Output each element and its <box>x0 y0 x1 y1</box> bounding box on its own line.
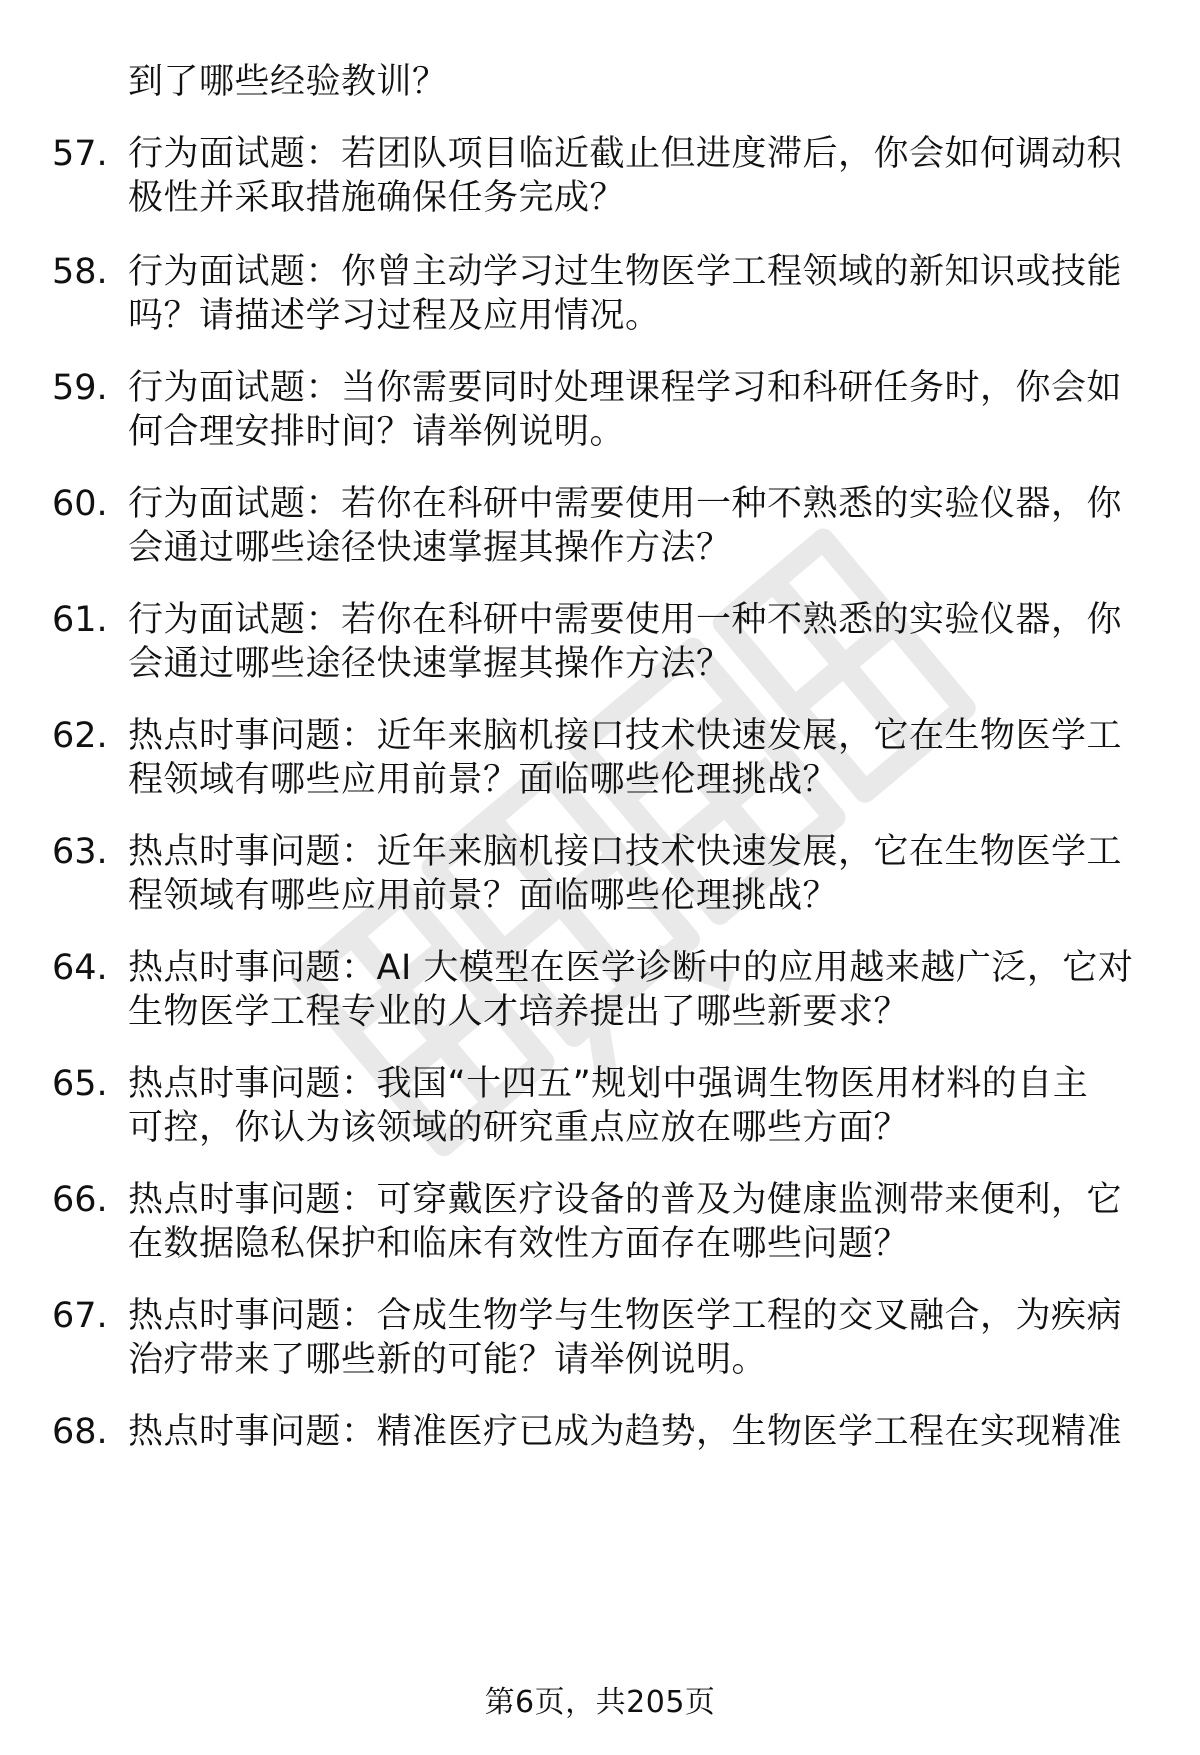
question-number: 60. <box>52 484 108 524</box>
question-text-line: 热点时事问题：合成生物学与生物医学工程的交叉融合，为疾病 <box>128 1296 1123 1336</box>
question-text-line: 热点时事问题：近年来脑机接口技术快速发展，它在生物医学工 <box>128 832 1123 872</box>
question-number: 61. <box>52 600 108 640</box>
question-text-line: 热点时事问题：AI 大模型在医学诊断中的应用越来越广泛，它对 <box>128 948 1134 988</box>
question-text-line: 吗？请描述学习过程及应用情况。 <box>128 296 661 336</box>
question-number: 66. <box>52 1180 108 1220</box>
question-text-line: 行为面试题：当你需要同时处理课程学习和科研任务时，你会如 <box>128 368 1123 408</box>
question-number: 57. <box>52 134 108 174</box>
question-text-line: 行为面试题：你曾主动学习过生物医学工程领域的新知识或技能 <box>128 252 1123 292</box>
question-text-line: 行为面试题：若你在科研中需要使用一种不熟悉的实验仪器，你 <box>128 600 1123 640</box>
question-text-line: 在数据隐私保护和临床有效性方面存在哪些问题？ <box>128 1224 910 1264</box>
question-text-line: 程领域有哪些应用前景？面临哪些伦理挑战？ <box>128 760 839 800</box>
question-number: 62. <box>52 716 108 756</box>
question-text-line: 热点时事问题：近年来脑机接口技术快速发展，它在生物医学工 <box>128 716 1123 756</box>
page-footer-label: 第6页，共205页 <box>484 1685 716 1720</box>
question-text-line: 热点时事问题：我国“十四五”规划中强调生物医用材料的自主 <box>128 1064 1089 1104</box>
question-text-line: 热点时事问题：精准医疗已成为趋势，生物医学工程在实现精准 <box>128 1412 1123 1452</box>
carry-over-line: 到了哪些经验教训？ <box>128 62 448 102</box>
question-text-line: 热点时事问题：可穿戴医疗设备的普及为健康监测带来便利，它 <box>128 1180 1123 1220</box>
question-text-line: 行为面试题：若团队项目临近截止但进度滞后，你会如何调动积 <box>128 134 1123 174</box>
question-text-line: 会通过哪些途径快速掌握其操作方法？ <box>128 528 732 568</box>
question-text-line: 可控，你认为该领域的研究重点应放在哪些方面？ <box>128 1108 910 1148</box>
question-text-line: 行为面试题：若你在科研中需要使用一种不熟悉的实验仪器，你 <box>128 484 1123 524</box>
question-text-line: 何合理安排时间？请举例说明。 <box>128 412 626 452</box>
question-text-line: 极性并采取措施确保任务完成？ <box>128 178 626 218</box>
question-number: 64. <box>52 948 108 988</box>
question-number: 67. <box>52 1296 108 1336</box>
question-text-line: 会通过哪些途径快速掌握其操作方法？ <box>128 644 732 684</box>
question-number: 58. <box>52 252 108 292</box>
question-number: 68. <box>52 1412 108 1452</box>
question-text-line: 治疗带来了哪些新的可能？请举例说明。 <box>128 1340 768 1380</box>
question-text-line: 生物医学工程专业的人才培养提出了哪些新要求？ <box>128 992 910 1032</box>
question-number: 63. <box>52 832 108 872</box>
question-number: 59. <box>52 368 108 408</box>
question-text-line: 程领域有哪些应用前景？面临哪些伦理挑战？ <box>128 876 839 916</box>
question-number: 65. <box>52 1064 108 1104</box>
